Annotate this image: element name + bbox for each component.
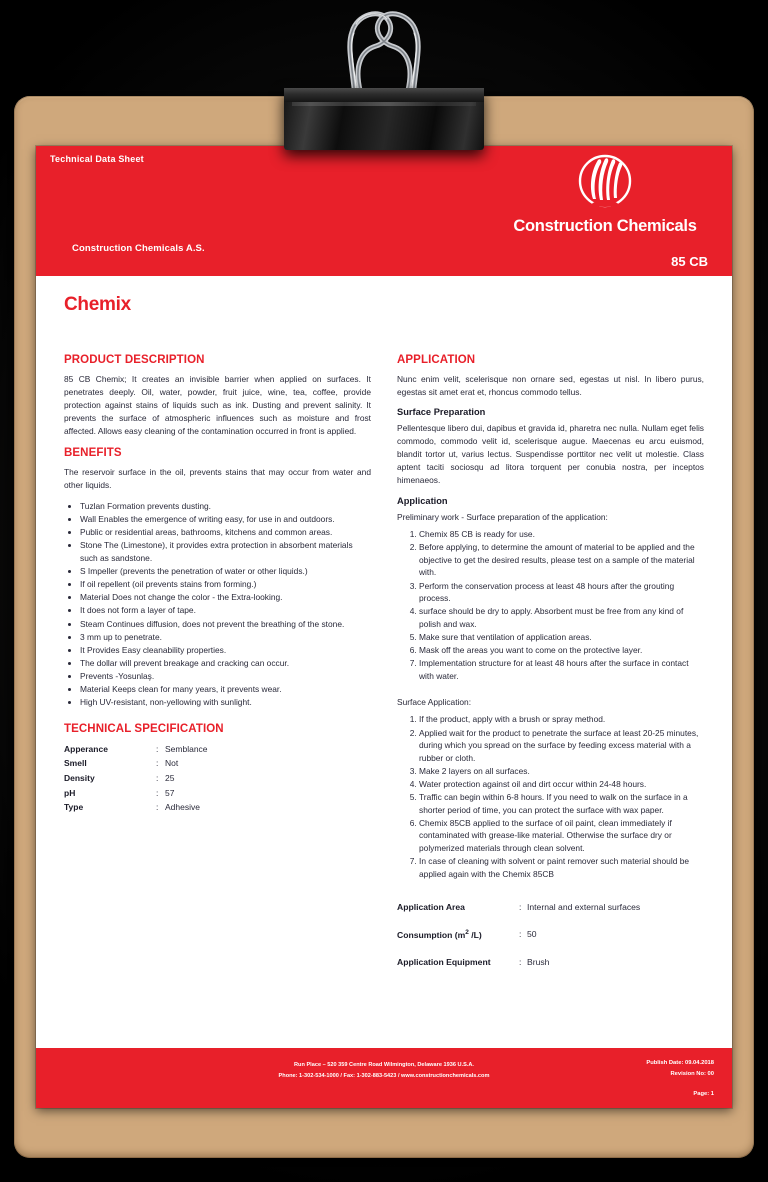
application-steps-list	[397, 528, 704, 682]
benefit-item: • It Provides Easy cleanability properties.	[80, 644, 371, 657]
meta-separator: :	[519, 929, 522, 940]
application-meta-block	[397, 902, 704, 967]
benefit-item: • Tuzlan Formation prevents dusting.	[80, 500, 371, 513]
surface-preparation-text: Pellentesque libero dui, dapibus et gravida id, pharetra nec nulla. Nullam eget felis commodo, commodo velit id, scelerisque augue. Maecenas eu arcu euismod, blandit tortor ut, varius lectus. Suspendisse porttitor nec velit ut molestie. Class aptent taciti sociosqu ad litora torquent per conubia nostra, per inceptos himenaeos.	[397, 423, 704, 486]
meta-row	[397, 957, 704, 967]
application-step-item: 5. Make sure that ventilation of application areas.	[419, 631, 704, 644]
benefits-intro: The reservoir surface in the oil, prevents stains that may occur from water and other liquids.	[64, 467, 371, 491]
spec-separator: :	[156, 743, 159, 754]
benefit-item: • Material Keeps clean for many years, it prevents wear.	[80, 683, 371, 696]
surface-application-step-item: 3. Make 2 layers on all surfaces.	[419, 765, 704, 778]
meta-value: 50	[527, 929, 537, 940]
spec-separator: :	[156, 773, 159, 784]
brand-logo	[500, 151, 710, 235]
binder-clip-top-face	[284, 88, 484, 102]
meta-separator: :	[519, 957, 522, 968]
technical-specification-table	[64, 742, 371, 815]
application-step-item: 4. surface should be dry to apply. Absorbent must be free from any kind of polish and wax.	[419, 605, 704, 630]
benefit-item: • High UV-resistant, non-yellowing with sunlight.	[80, 696, 371, 709]
application-step-item: 3. Perform the conservation process at least 48 hours after the grouting process.	[419, 580, 704, 605]
meta-row	[397, 929, 704, 940]
spec-value: 25	[165, 773, 175, 784]
page-title: Chemix	[64, 294, 131, 315]
spec-key: Smell	[64, 758, 87, 769]
application-step-item: 1. Chemix 85 CB is ready for use.	[419, 528, 704, 541]
footer-page-number: Page: 1	[693, 1091, 714, 1097]
benefits-list	[64, 500, 371, 709]
surface-application-step-item: 4. Water protection against oil and dirt occur within 24-48 hours.	[419, 778, 704, 791]
footer-meta-block	[646, 1058, 714, 1100]
content-columns	[64, 354, 704, 984]
application-step-item: 2. Before applying, to determine the amount of material to be applied and the objective to get the desired results, please test on a sample of the material with.	[419, 541, 704, 579]
benefit-item: • Steam Continues diffusion, does not prevent the breathing of the stone.	[80, 618, 371, 631]
surface-application-step-item: 5. Traffic can begin within 6-8 hours. If you need to walk on the surface in a shorter period of time, you can protect the surface with wax paper.	[419, 791, 704, 816]
footer-publish-date: Publish Date: 09.04.2018	[646, 1060, 714, 1066]
benefit-item: • The dollar will prevent breakage and cracking can occur.	[80, 657, 371, 670]
benefits-heading: BENEFITS	[64, 447, 122, 460]
meta-key: Application Area	[397, 902, 465, 913]
globe-sphere-icon	[573, 151, 637, 215]
spec-separator: :	[156, 758, 159, 769]
spec-key: Density	[64, 773, 95, 784]
spec-row	[64, 756, 371, 771]
spec-value: Not	[165, 758, 179, 769]
product-description-text: 85 CB Chemix; It creates an invisible barrier when applied on surfaces. It penetrates deeply. Oil, water, powder, fruit juice, wine, tea, coffee, provide protection against stains of liquids such as ink. Dusting and prevent salinity. It prevents the surface of atmospheric influences such as moisture and frost affected. Allows easy cleaning of the contamination occurred in front is applied.	[64, 374, 371, 437]
surface-application-lead: Surface Application:	[397, 697, 472, 708]
meta-key: Application Equipment	[397, 957, 491, 968]
application-heading: APPLICATION	[397, 354, 476, 366]
footer-contact-block	[279, 1060, 490, 1082]
brand-logo-text: Construction Chemicals	[513, 217, 697, 235]
benefit-item: • 3 mm up to penetrate.	[80, 631, 371, 644]
footer-revision: Revision No: 00	[670, 1071, 714, 1077]
benefit-item: • Wall Enables the emergence of writing easy, for use in and outdoors.	[80, 513, 371, 526]
sheet-footer	[36, 1048, 732, 1108]
spec-separator: :	[156, 787, 159, 798]
spec-key: Type	[64, 802, 84, 813]
spec-value: 57	[165, 787, 175, 798]
right-column	[397, 354, 704, 984]
surface-application-step-item: 7. In case of cleaning with solvent or paint remover such material should be applied again with the Chemix 85CB	[419, 855, 704, 880]
application-step-item: 7. Implementation structure for at least 48 hours after the surface in contact with water.	[419, 657, 704, 682]
spec-row	[64, 800, 371, 815]
binder-clip	[284, 0, 484, 150]
surface-application-step-item: 6. Chemix 85CB applied to the surface of oil paint, clean immediately if contaminated with grease-like material. Otherwise the surface dry or polymerized materials through clean solvent.	[419, 817, 704, 855]
surface-application-step-item: 2. Applied wait for the product to penetrate the surface at least 20-25 minutes, during which you spread on the surface by feeding excess material with a rubber or cloth.	[419, 727, 704, 765]
binder-clip-highlight	[292, 102, 476, 106]
spec-value: Semblance	[165, 743, 208, 754]
surface-preparation-heading: Surface Preparation	[397, 407, 486, 418]
application-steps-lead: Preliminary work - Surface preparation of the application:	[397, 512, 608, 523]
spec-value: Adhesive	[165, 802, 200, 813]
meta-value: Brush	[527, 957, 550, 968]
meta-key: Consumption ($m^2$ /L)	[397, 929, 482, 941]
footer-address: Run Place – 520 359 Centre Road Wilmington, Delaware 1936 U.S.A.	[294, 1062, 474, 1068]
technical-specification-heading: TECHNICAL SPECIFICATION	[64, 722, 224, 735]
spec-key: Apperance	[64, 743, 108, 754]
meta-separator: :	[519, 902, 522, 913]
sheet-body	[36, 276, 732, 1048]
benefit-item: • Prevents -Yosunlaş.	[80, 670, 371, 683]
company-name: Construction Chemicals A.S.	[72, 243, 205, 254]
technical-data-sheet-label: Technical Data Sheet	[50, 154, 144, 164]
spec-key: pH	[64, 787, 76, 798]
product-code-badge: 85 CB	[671, 254, 708, 269]
benefit-item: • Stone The (Limestone), it provides extra protection in absorbent materials such as sandstone.	[80, 539, 371, 564]
meta-row	[397, 902, 704, 912]
surface-application-list	[397, 713, 704, 880]
benefit-item: • It does not form a layer of tape.	[80, 604, 371, 617]
spec-row	[64, 742, 371, 757]
meta-value: Internal and external surfaces	[527, 902, 641, 913]
application-intro: Nunc enim velit, scelerisque non ornare sed, egestas ut nisl. In libero purus, egestas sit amet erat et, rhoncus commodo tellus.	[397, 374, 704, 398]
spec-row	[64, 786, 371, 801]
benefit-item: • S Impeller (prevents the penetration of water or other liquids.)	[80, 565, 371, 578]
technical-data-sheet-page	[36, 146, 732, 1108]
surface-application-step-item: 1. If the product, apply with a brush or spray method.	[419, 713, 704, 726]
application-step-item: 6. Mask off the areas you want to come on the protective layer.	[419, 644, 704, 657]
left-column	[64, 354, 371, 984]
spec-row	[64, 771, 371, 786]
footer-contact: Phone: 1-302-534-1000 / Fax: 1-302-883-5423 / www.constructionchemicals.com	[278, 1073, 490, 1080]
benefit-item: • Material Does not change the color - the Extra-looking.	[80, 591, 371, 604]
product-description-heading: PRODUCT DESCRIPTION	[64, 354, 205, 366]
benefit-item: • Public or residential areas, bathrooms, kitchens and common areas.	[80, 526, 371, 539]
benefit-item: • If oil repellent (oil prevents stains from forming.)	[80, 578, 371, 591]
sheet-header	[36, 146, 732, 276]
application-steps-heading: Application	[397, 496, 448, 507]
spec-separator: :	[156, 802, 159, 813]
